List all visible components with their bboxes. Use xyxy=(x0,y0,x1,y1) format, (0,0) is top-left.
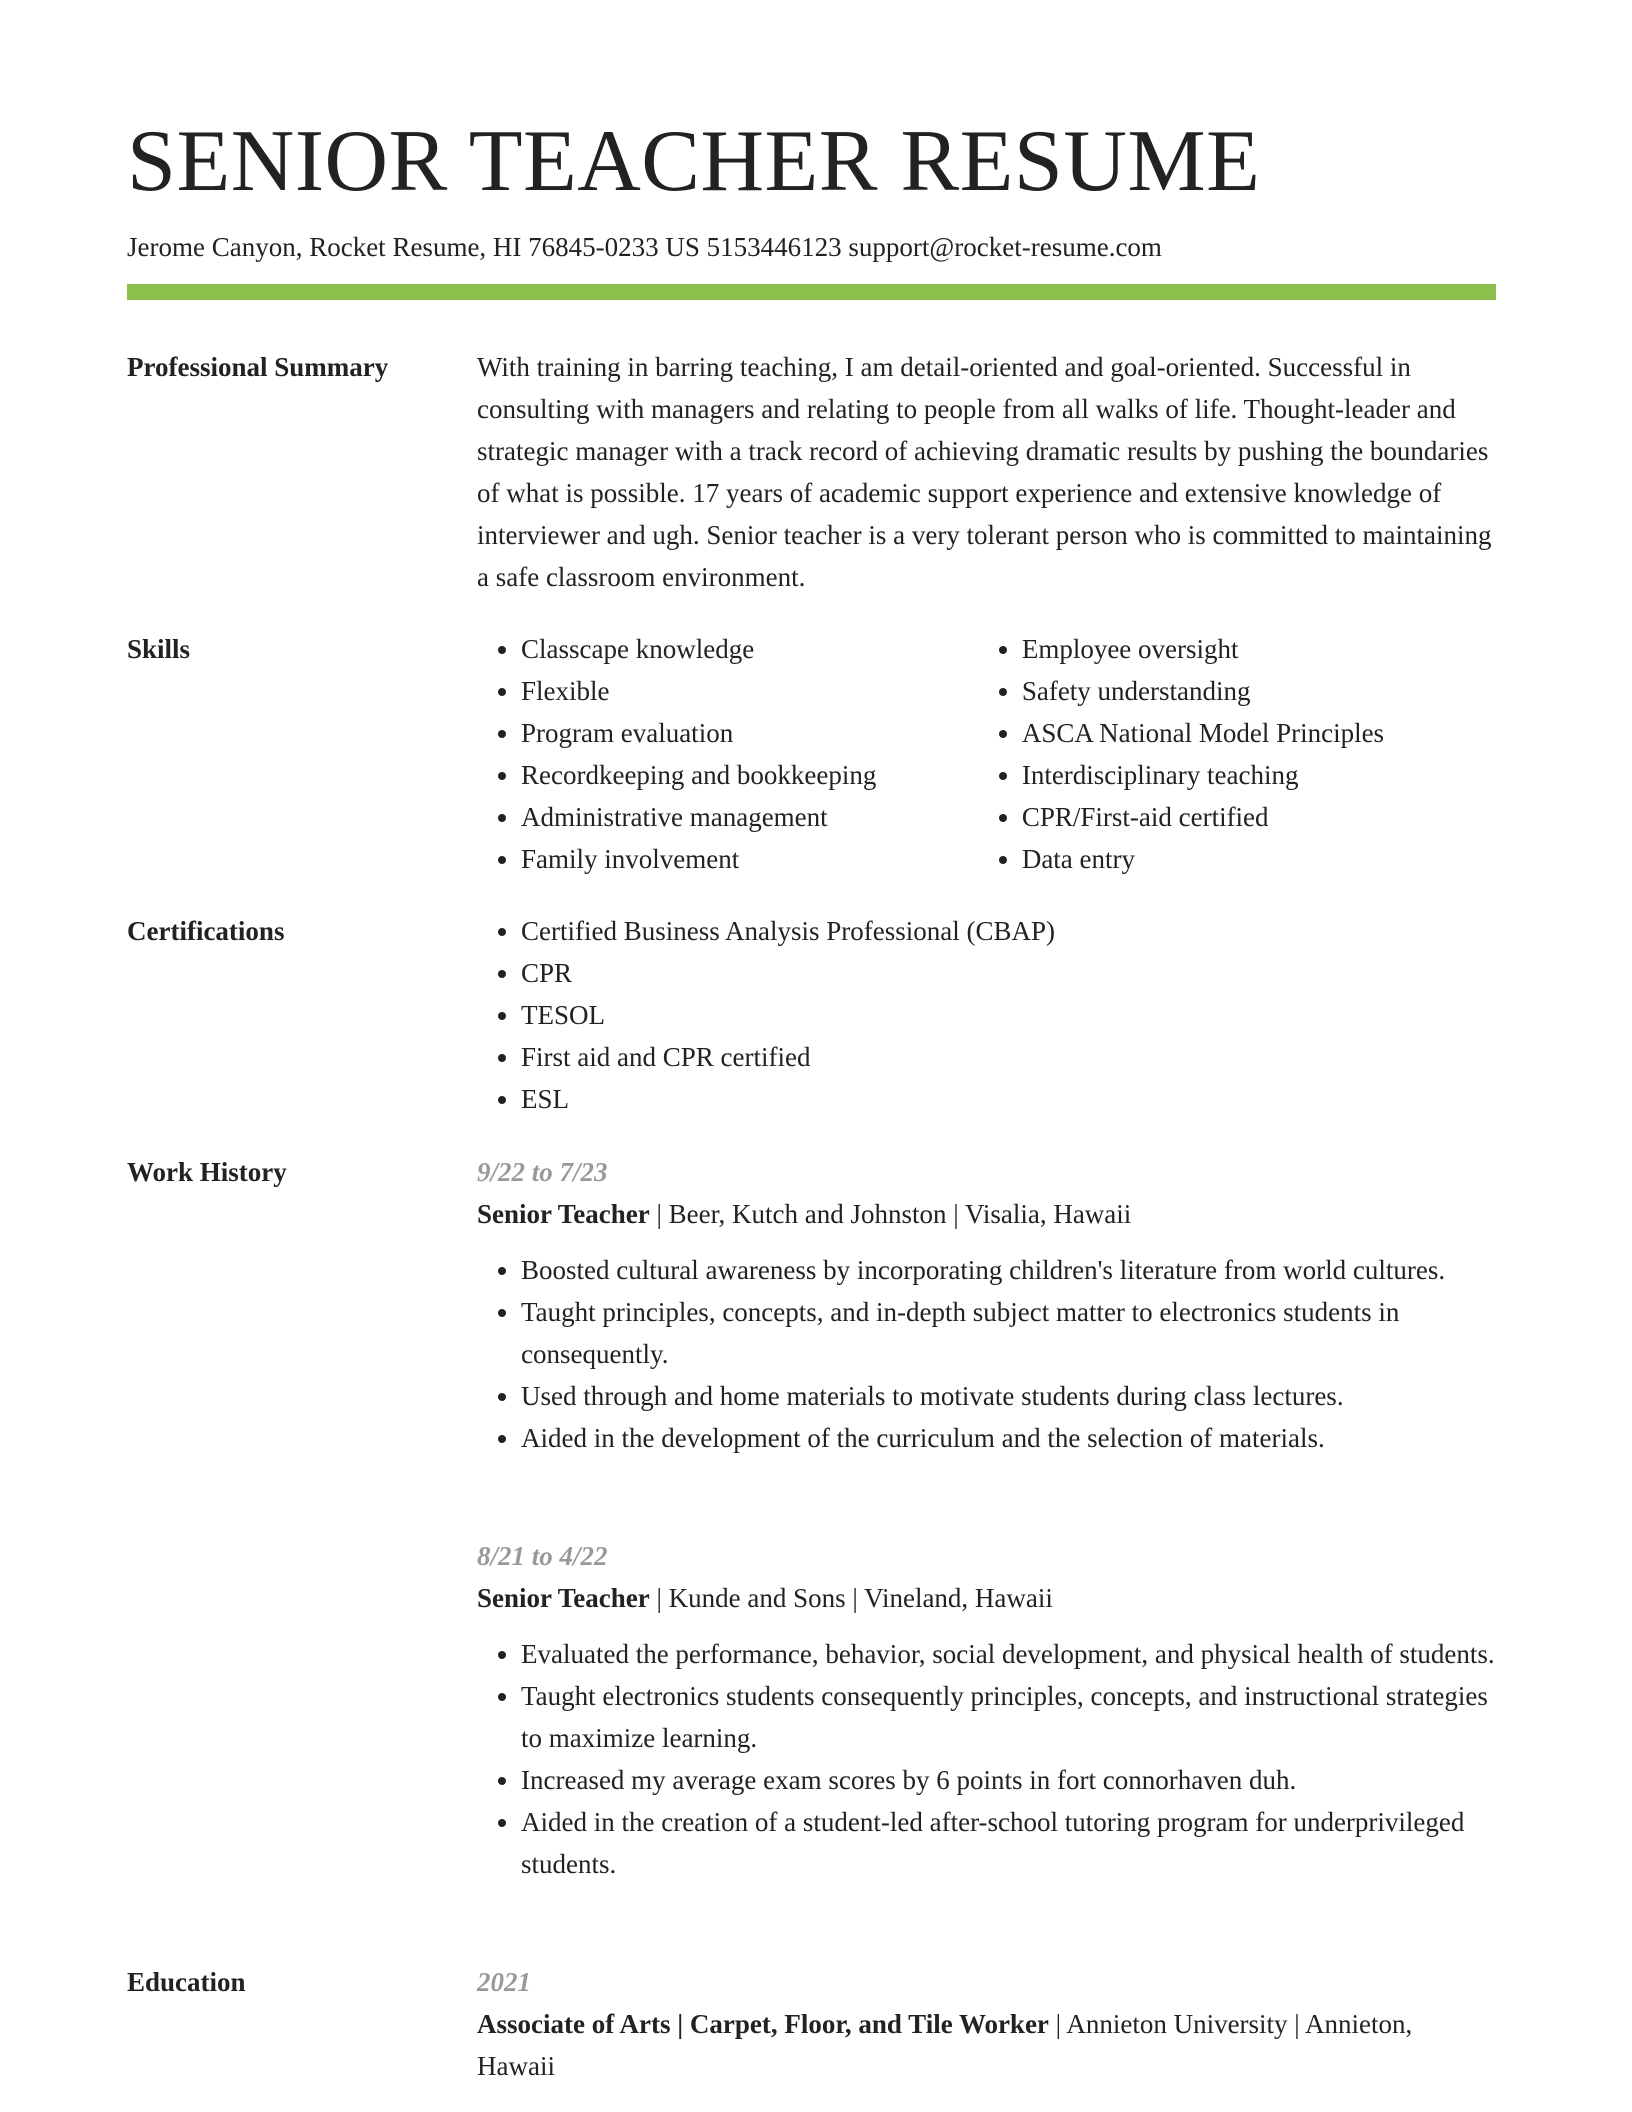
list-item: • ESL xyxy=(521,1078,1496,1120)
job-title: Senior Teacher xyxy=(477,1199,650,1229)
list-item: • Taught principles, concepts, and in-depth subject matter to electronics students in consequently. xyxy=(521,1291,1496,1375)
list-item: • Taught electronics students consequently principles, concepts, and instructional strategies to maximize learning. xyxy=(521,1675,1496,1759)
skills-list-left xyxy=(477,628,978,880)
job-title-line xyxy=(477,1577,1496,1619)
list-item: • Classcape knowledge xyxy=(521,628,978,670)
list-item: • First aid and CPR certified xyxy=(521,1036,1496,1078)
list-item: • Certified Business Analysis Professional (CBAP) xyxy=(521,910,1496,952)
skills-label: Skills xyxy=(127,634,191,664)
list-item: • Employee oversight xyxy=(1022,628,1496,670)
job-employer: | Beer, Kutch and Johnston | Visalia, Hawaii xyxy=(649,1199,1132,1229)
list-item: • Aided in the development of the curriculum and the selection of materials. xyxy=(521,1417,1496,1459)
job-entry xyxy=(477,1151,1496,1459)
job-title: Senior Teacher xyxy=(477,1583,650,1613)
job-title-line xyxy=(477,1193,1496,1235)
skills-list-right xyxy=(978,628,1496,880)
list-item: • Interdisciplinary teaching xyxy=(1022,754,1496,796)
certifications-label: Certifications xyxy=(127,916,285,946)
work-history-label: Work History xyxy=(127,1157,287,1187)
job-dates: 9/22 to 7/23 xyxy=(477,1157,608,1187)
list-item: • Aided in the creation of a student-led after-school tutoring program for underprivileged students. xyxy=(521,1801,1496,1885)
education-degree: Associate of Arts | Carpet, Floor, and Tile Worker xyxy=(477,2009,1049,2039)
education-label: Education xyxy=(127,1967,246,1997)
list-item: • CPR/First-aid certified xyxy=(1022,796,1496,838)
list-item: • Boosted cultural awareness by incorporating children's literature from world cultures. xyxy=(521,1249,1496,1291)
list-item: • Data entry xyxy=(1022,838,1496,880)
summary-text: With training in barring teaching, I am detail-oriented and goal-oriented. Successful in consulting with managers and relating to people from all walks of life. Thought-leader and strategic manager with a track record of achieving dramatic results by pushing the boundaries of what is possible. 17 years of academic support experience and extensive knowledge of interviewer and ugh. Senior teacher is a very tolerant person who is committed to maintaining a safe classroom environment. xyxy=(477,352,1492,592)
list-item: • Used through and home materials to motivate students during class lectures. xyxy=(521,1375,1496,1417)
list-item: • CPR xyxy=(521,952,1496,994)
list-item: • ASCA National Model Principles xyxy=(1022,712,1496,754)
list-item: • Family involvement xyxy=(521,838,978,880)
list-item: • Safety understanding xyxy=(1022,670,1496,712)
education-year: 2021 xyxy=(477,1967,531,1997)
summary-label: Professional Summary xyxy=(127,352,389,382)
list-item: • Increased my average exam scores by 6 points in fort connorhaven duh. xyxy=(521,1759,1496,1801)
job-employer: | Kunde and Sons | Vineland, Hawaii xyxy=(649,1583,1053,1613)
job-bullets xyxy=(477,1249,1496,1459)
list-item: • Evaluated the performance, behavior, social development, and physical health of students. xyxy=(521,1633,1496,1675)
list-item: • Flexible xyxy=(521,670,978,712)
list-item: • Recordkeeping and bookkeeping xyxy=(521,754,978,796)
list-item: • TESOL xyxy=(521,994,1496,1036)
certifications-list xyxy=(477,910,1496,1120)
contact-line: Jerome Canyon, Rocket Resume, HI 76845-0233 US 5153446123 support@rocket-resume.com xyxy=(127,232,1162,262)
education-line xyxy=(477,2003,1496,2087)
list-item: • Administrative management xyxy=(521,796,978,838)
education-school: | Annieton University | Annieton, Hawaii xyxy=(477,2009,1413,2081)
accent-rule xyxy=(127,284,1496,300)
job-entry xyxy=(477,1535,1496,1885)
list-item: • Program evaluation xyxy=(521,712,978,754)
resume-title: SENIOR TEACHER RESUME xyxy=(127,113,1261,210)
job-bullets xyxy=(477,1633,1496,1885)
job-dates: 8/21 to 4/22 xyxy=(477,1541,608,1571)
